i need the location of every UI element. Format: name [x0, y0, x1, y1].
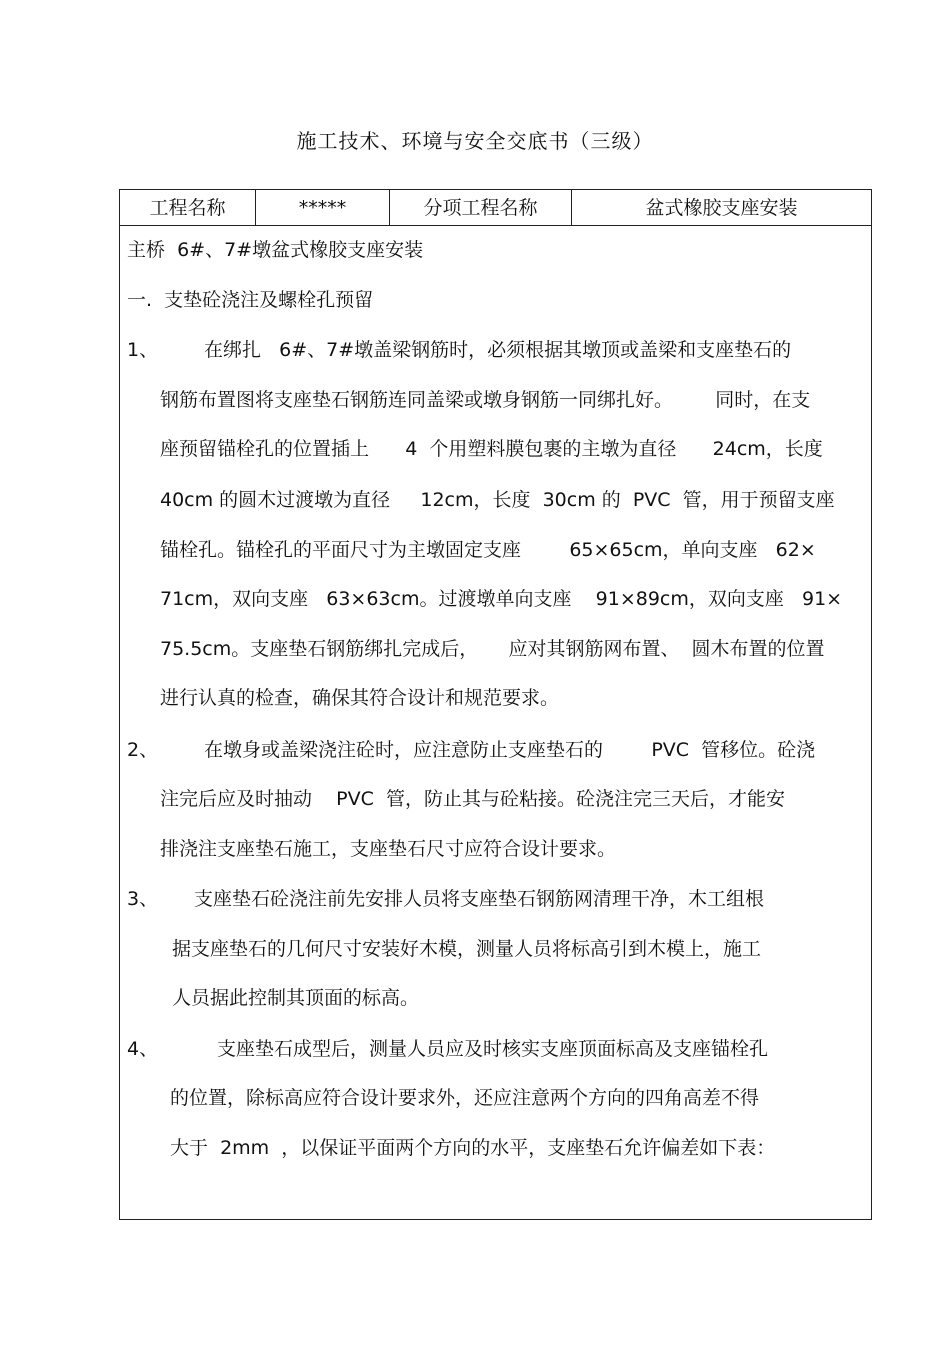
paragraph-line: 锚栓孔。锚栓孔的平面尺寸为主墩固定支座 65×65cm，单向支座 62×	[160, 539, 816, 561]
body-heading: 主桥 6#、7#墩盆式橡胶支座安装	[127, 239, 424, 261]
paragraph-line: 在绑扎 6#、7#墩盖梁钢筋时，必须根据其墩顶或盖梁和支座垫石的	[204, 339, 792, 361]
paragraph-number: 1、	[127, 339, 159, 361]
paragraph-line: 支座垫石成型后，测量人员应及时核实支座顶面标高及支座锚栓孔	[217, 1038, 769, 1060]
paragraph-line: 座预留锚栓孔的位置插上 4 个用塑料膜包裹的主墩为直径 24cm，长度	[160, 438, 823, 460]
paragraph-number: 3、	[127, 888, 159, 910]
paragraph-line: 支座垫石砼浇注前先安排人员将支座垫石钢筋网清理干净，木工组根	[194, 888, 765, 910]
section-heading: 一. 支垫砼浇注及螺栓孔预留	[127, 289, 374, 311]
project-name-value: *****	[256, 190, 390, 225]
paragraph-number: 4、	[127, 1038, 159, 1060]
paragraph-number: 2、	[127, 739, 159, 761]
paragraph-line: 71cm，双向支座 63×63cm。过渡墩单向支座 91×89cm，双向支座 91×	[160, 588, 843, 610]
paragraph-line: 进行认真的检查，确保其符合设计和规范要求。	[160, 687, 560, 709]
paragraph-line: 40cm 的圆木过渡墩为直径 12cm，长度 30cm 的 PVC 管，用于预留支座	[160, 489, 835, 511]
table-header-row	[120, 190, 871, 226]
sub-project-value: 盆式橡胶支座安装	[645, 197, 798, 219]
sub-project-label: 分项工程名称	[390, 190, 572, 225]
paragraph-line: 大于 2mm ，以保证平面两个方向的水平，支座垫石允许偏差如下表：	[170, 1137, 776, 1159]
paragraph-line: 的位置，除标高应符合设计要求外，还应注意两个方向的四角高差不得	[170, 1087, 760, 1109]
paragraph-line: 钢筋布置图将支座垫石钢筋连同盖梁或墩身钢筋一同绑扎好。 同时，在支	[160, 389, 811, 411]
paragraph-line: 在墩身或盖梁浇注砼时，应注意防止支座垫石的 PVC 管移位。砼浇	[204, 739, 816, 761]
paragraph-line: 据支座垫石的几何尺寸安装好木模，测量人员将标高引到木模上，施工	[172, 938, 762, 960]
project-name-label: 工程名称	[120, 190, 256, 225]
paragraph-line: 人员据此控制其顶面的标高。	[172, 987, 420, 1009]
paragraph-line: 75.5cm。支座垫石钢筋绑扎完成后， 应对其钢筋网布置、 圆木布置的位置	[160, 638, 825, 660]
paragraph-line: 注完后应及时抽动 PVC 管，防止其与砼粘接。砼浇注完三天后，才能安	[160, 788, 785, 810]
document-title: 施工技术、环境与安全交底书（三级）	[296, 129, 654, 153]
paragraph-line: 排浇注支座垫石施工，支座垫石尺寸应符合设计要求。	[160, 838, 617, 860]
